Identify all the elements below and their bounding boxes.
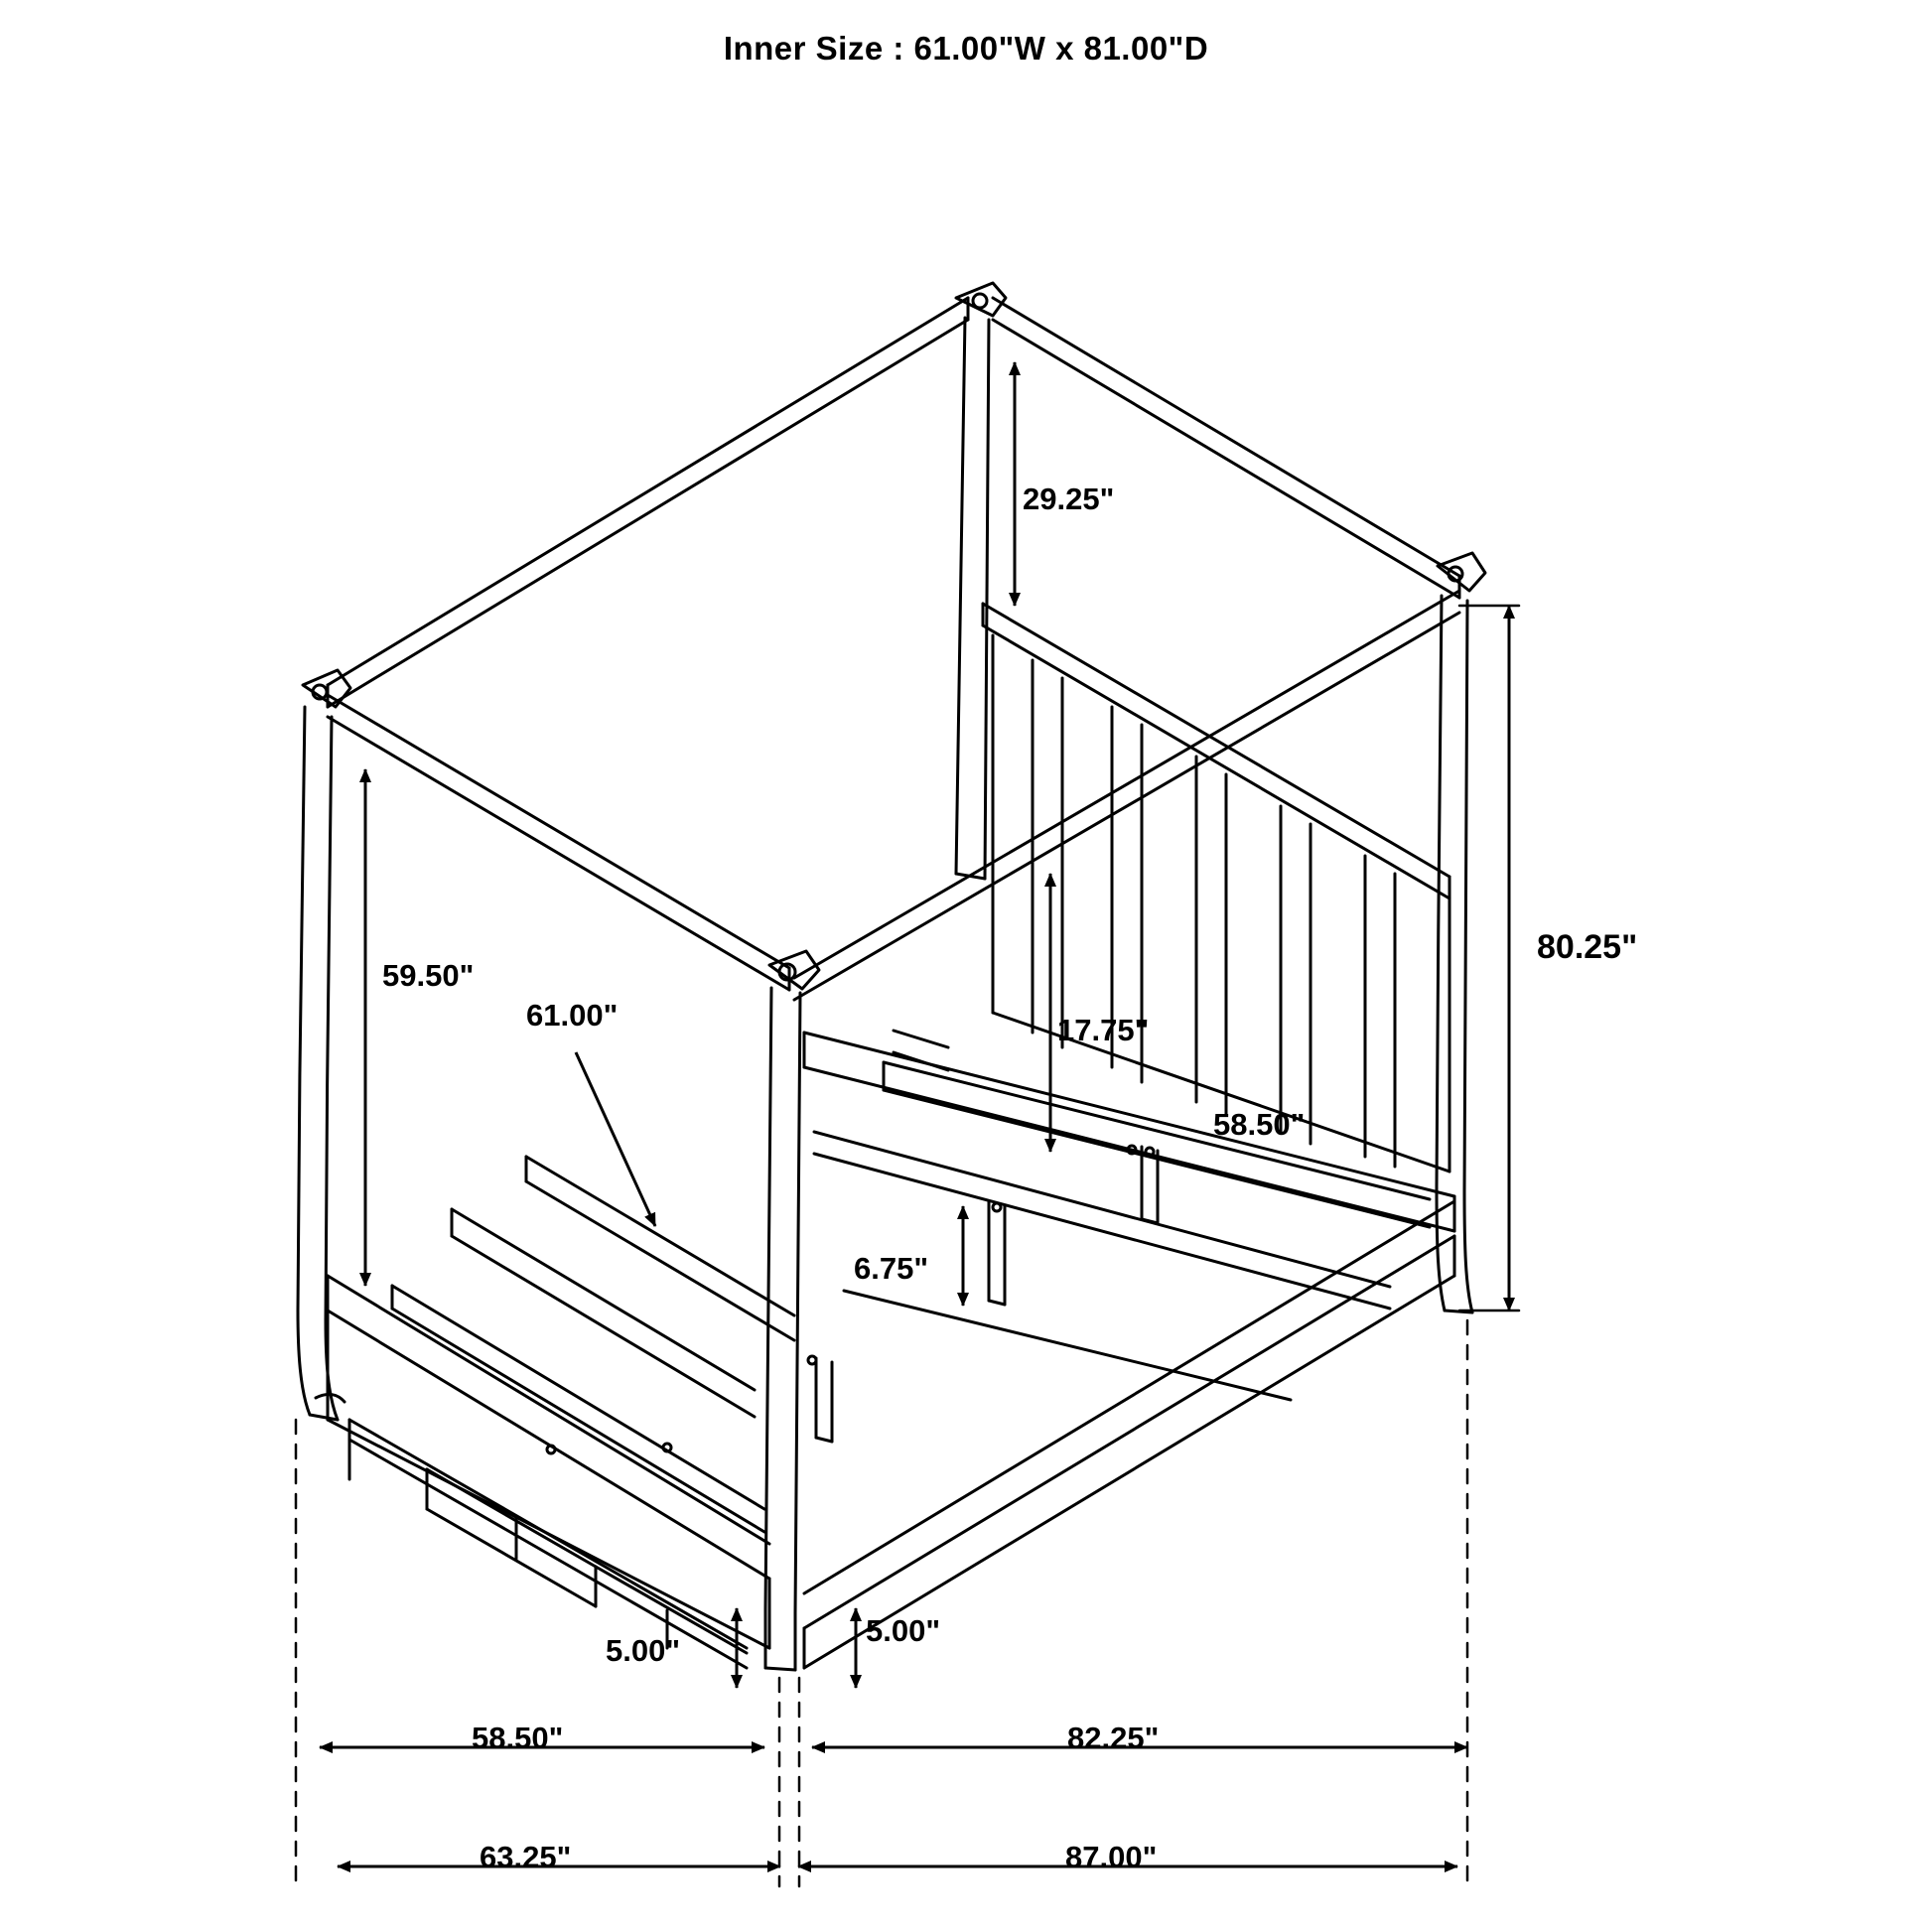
dimension-overall-height: 80.25" [1537,928,1638,966]
dimension-foot-clearance-right: 5.00" [866,1613,941,1648]
page-title: Inner Size : 61.00"W x 81.00"D [723,30,1209,67]
dimension-headboard-width: 58.50" [1213,1107,1306,1142]
dimension-outer-depth-right: 87.00" [1065,1840,1158,1874]
dimension-foot-clearance-left: 5.00" [606,1633,681,1668]
dimension-inner-width: 61.00" [526,998,619,1033]
dimension-inner-depth-right: 82.25" [1067,1721,1160,1755]
dimension-outer-width-left: 63.25" [480,1840,572,1874]
dimension-post-height: 59.50" [382,958,475,993]
dimension-headboard-panel-height: 17.75" [1057,1013,1150,1047]
dimension-inner-width-left: 58.50" [472,1721,564,1755]
dimension-29-25: 29.25" [1023,482,1115,516]
dimension-slat-clearance: 6.75" [854,1251,929,1286]
